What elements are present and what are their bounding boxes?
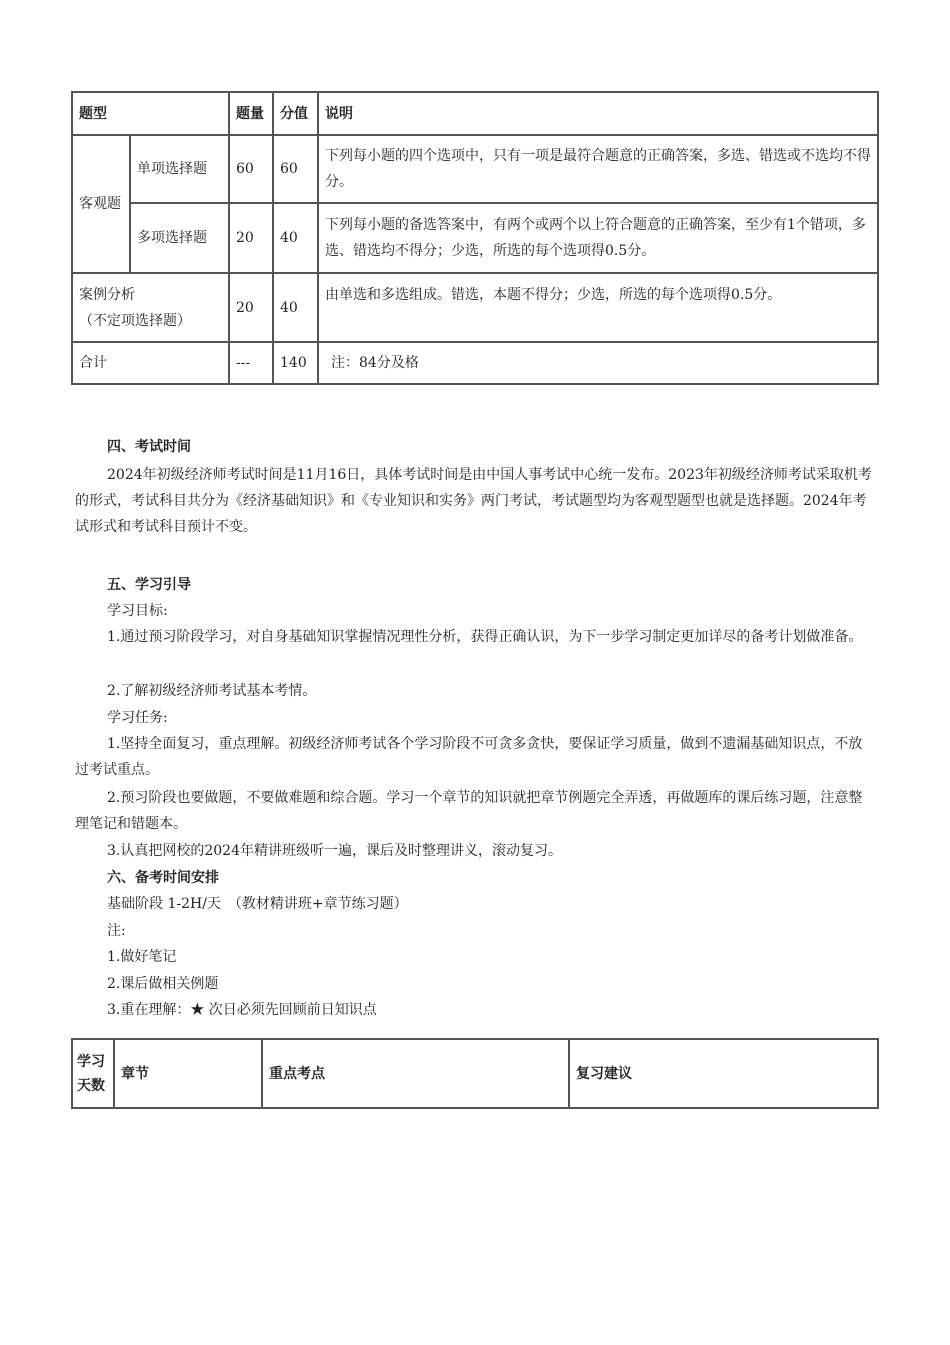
header-key-points: 重点考点: [262, 1039, 569, 1108]
header-days-line2: 天数: [77, 1077, 105, 1094]
task-3: 3.认真把网校的2024年精讲班级听一遍，课后及时整理讲义，滚动复习。: [107, 843, 562, 859]
header-type: 题型: [72, 92, 229, 135]
case-count: 20: [229, 273, 273, 342]
case-name-line2: （不定项选择题）: [79, 312, 191, 329]
exam-format-table: [71, 91, 879, 385]
header-desc: 说明: [318, 92, 878, 135]
goal-label: 学习目标:: [107, 603, 168, 619]
multi-choice-score: 40: [273, 203, 318, 273]
case-analysis-name: [72, 273, 229, 342]
task-2: 2.预习阶段也要做题，不要做难题和综合题。学习一个章节的知识就把章节例题完全弄透，再做题库的课后练习题，注意整理笔记和错题本。: [75, 790, 863, 832]
note-1: 1.做好笔记: [107, 949, 177, 965]
note-label: 注:: [107, 923, 126, 939]
single-choice-score: 60: [273, 135, 318, 203]
header-count: 题量: [229, 92, 273, 135]
section4-title: 四、考试时间: [107, 439, 191, 455]
total-note: 注：84分及格: [318, 342, 878, 384]
multi-choice-desc: 下列每小题的备选答案中，有两个或两个以上符合题意的正确答案，至少有1个错项，多选、错选均不得分；少选，所选的每个选项得0.5分。: [318, 203, 878, 273]
multi-choice-count: 20: [229, 203, 273, 273]
case-score: 40: [273, 273, 318, 342]
header-advice: 复习建议: [569, 1039, 878, 1108]
phase-line: 基础阶段 1-2H/天 （教材精讲班+章节练习题）: [107, 896, 408, 912]
goal-2: 2.了解初级经济师考试基本考情。: [107, 683, 317, 699]
total-count: ---: [229, 342, 273, 384]
task-label: 学习任务:: [107, 710, 168, 726]
case-name-line1: 案例分析: [79, 286, 135, 303]
single-choice-desc: 下列每小题的四个选项中，只有一项是最符合题意的正确答案，多选、错选或不选均不得分。: [318, 135, 878, 203]
objective-group-label: 客观题: [72, 135, 130, 273]
header-score: 分值: [273, 92, 318, 135]
section4-body: 2024年初级经济师考试时间是11月16日，具体考试时间是由中国人事考试中心统一发布。2023年初级经济师考试采取机考的形式，考试科目共分为《经济基础知识》和《专业知识和实务》两门考试，考试题型均为客观型题型也就是选择题。2024年考试形式和考试科目预计不变。: [75, 467, 872, 535]
total-name: 合计: [72, 342, 229, 384]
section5-title: 五、学习引导: [107, 577, 191, 593]
note-3: 3.重在理解：★ 次日必须先回顾前日知识点: [107, 1002, 377, 1018]
task-1: 1.坚持全面复习，重点理解。初级经济师考试各个学习阶段不可贪多贪快，要保证学习质量，做到不遗漏基础知识点，不放过考试重点。: [75, 736, 863, 778]
section6-title: 六、备考时间安排: [107, 870, 219, 886]
single-choice-name: 单项选择题: [130, 135, 229, 203]
goal-1: 1.通过预习阶段学习，对自身基础知识掌握情况理性分析，获得正确认识，为下一步学习制定更加详尽的备考计划做准备。: [107, 629, 863, 645]
study-plan-table: [71, 1038, 879, 1109]
header-chapter: 章节: [114, 1039, 262, 1108]
multi-choice-name: 多项选择题: [130, 203, 229, 273]
case-desc: 由单选和多选组成。错选，本题不得分；少选，所选的每个选项得0.5分。: [318, 273, 878, 342]
note-2: 2.课后做相关例题: [107, 976, 219, 992]
single-choice-count: 60: [229, 135, 273, 203]
header-days: [72, 1039, 114, 1108]
total-score: 140: [273, 342, 318, 384]
header-days-line1: 学习: [77, 1053, 105, 1070]
